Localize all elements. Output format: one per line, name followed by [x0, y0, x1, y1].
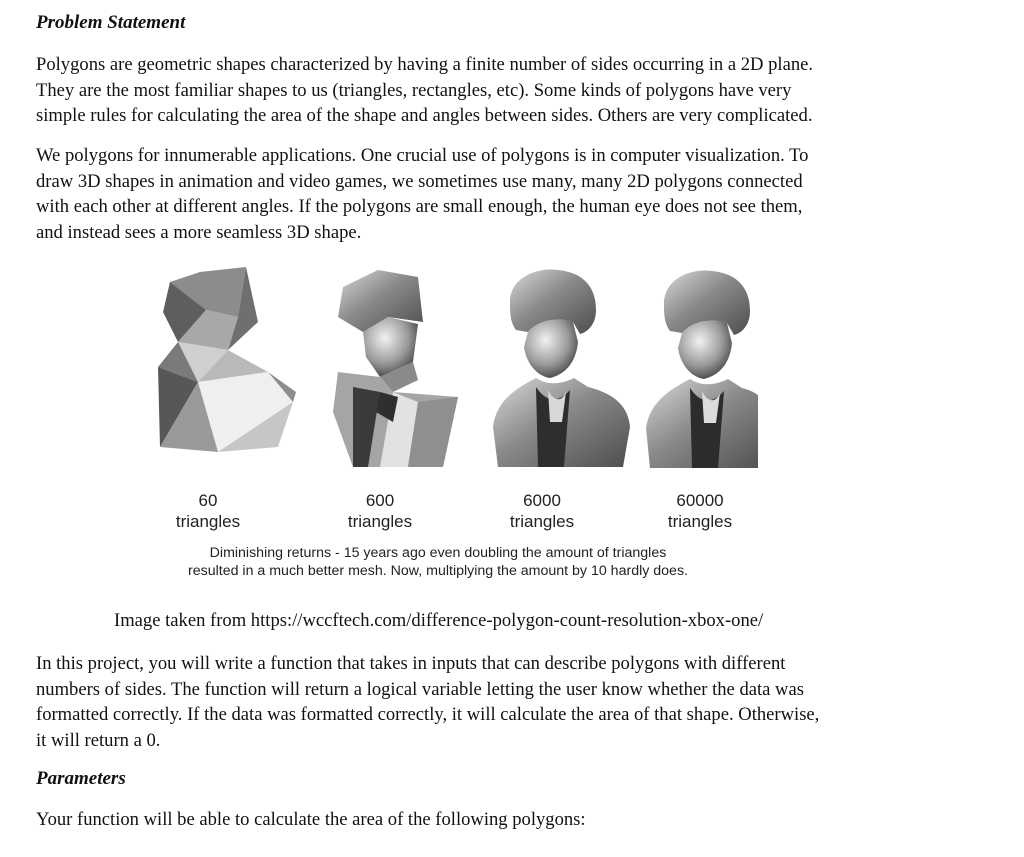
paragraph-line: numbers of sides. The function will return a logical variable letting the user know whether the data was [36, 678, 804, 700]
count-number: 6000 [523, 491, 561, 510]
visualization-paragraph [36, 143, 916, 245]
paragraph-line: draw 3D shapes in animation and video games, we sometimes use many, many 2D polygons connected [36, 170, 803, 192]
count-number: 600 [365, 491, 395, 510]
paragraph-line: Polygons are geometric shapes characterized by having a finite number of sides occurring in a 2D plane. [36, 54, 814, 75]
polygons-intro-paragraph [36, 807, 916, 833]
count-label-6000 [500, 490, 584, 532]
paragraph-line: with each other at different angles. If the polygons are small enough, the human eye does not see them, [36, 196, 803, 217]
bust-renderings [118, 262, 758, 477]
paragraph-line: In this project, you will write a function that takes in inputs that can describe polygons with different [36, 653, 786, 674]
paragraph-line: We polygons for innumerable applications. One crucial use of polygons is in computer visualization. To [36, 145, 809, 166]
bust-6000-triangles [493, 269, 630, 467]
count-unit: triangles [175, 512, 241, 531]
count-label-60000 [656, 490, 744, 532]
figure-caption [118, 544, 758, 580]
count-number: 60 [198, 491, 218, 510]
caption-line: resulted in a much better mesh. Now, multiplying the amount by 10 hardly does. [188, 563, 688, 579]
intro-paragraph [36, 52, 916, 129]
bust-600-triangles [333, 270, 458, 467]
paragraph-line: simple rules for calculating the area of the shape and angles between sides. Others are very complicated. [36, 105, 813, 126]
count-label-600 [340, 490, 420, 532]
bust-60000-triangles [646, 270, 758, 468]
paragraph-line: Your function will be able to calculate the area of the following polygons: [36, 809, 586, 830]
paragraph-line: They are the most familiar shapes to us (triangles, rectangles, etc). Some kinds of polygons have very [36, 79, 792, 101]
count-number: 60000 [676, 491, 724, 510]
paragraph-line: and instead sees a more seamless 3D shape. [36, 221, 362, 243]
paragraph-line: it will return a 0. [36, 729, 161, 751]
bust-60-triangles [158, 267, 296, 452]
count-label-60 [168, 490, 248, 532]
paragraph-line: formatted correctly. If the data was formatted correctly, it will calculate the area of that shape. Otherwise, [36, 704, 820, 725]
image-source-caption: Image taken from https://wccftech.com/difference-polygon-count-resolution-xbox-one/ [114, 610, 764, 631]
polygon-count-figure [118, 262, 758, 592]
problem-statement-heading: Problem Statement [36, 12, 186, 33]
count-unit: triangles [509, 512, 575, 531]
caption-line: Diminishing returns - 15 years ago even doubling the amount of triangles [209, 545, 667, 561]
project-paragraph [36, 651, 916, 753]
count-unit: triangles [347, 512, 413, 531]
parameters-heading: Parameters [36, 768, 126, 789]
count-unit: triangles [667, 512, 733, 531]
